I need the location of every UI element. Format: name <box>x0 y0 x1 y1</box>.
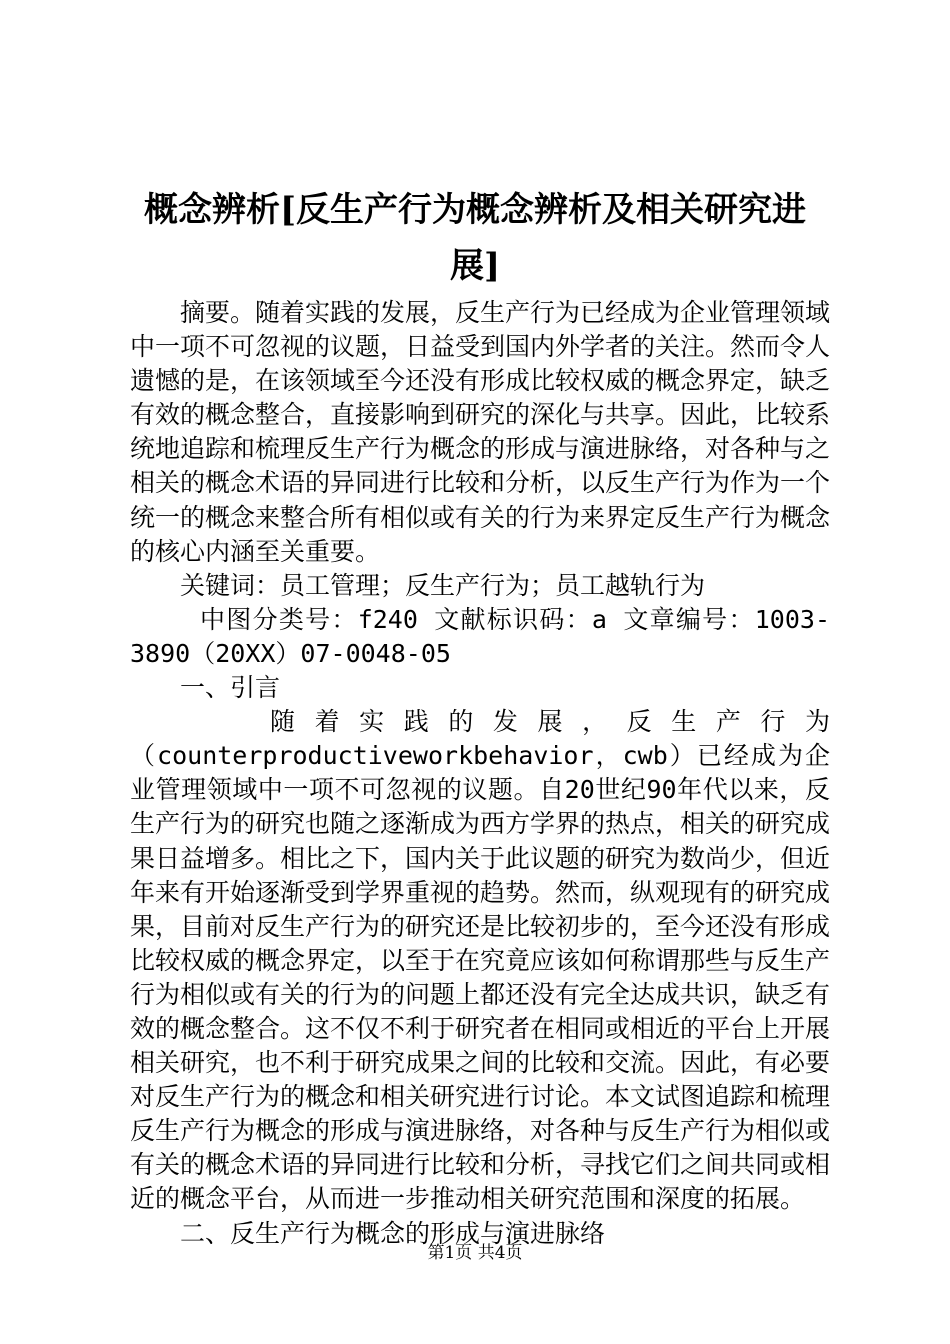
section-heading-introduction: 一、引言 <box>180 673 281 703</box>
section-heading-concept-evolution: 二、反生产行为概念的形成与演进脉络 <box>180 1218 606 1248</box>
abstract-paragraph: 摘要。随着实践的发展，反生产行为已经成为企业管理领域中一项不可忽视的议题，日益受到国内外学者的关注。然而令人遗憾的是，在该领域至今还没有形成比较权威的概念界定，缺乏有效的概念整合，直接影响到研究的深化与共享。因此，比较系统地追踪和梳理反生产行为概念的形成与演进脉络，对各种与之相关的概念术语的异同进行比较和分析，以反生产行为作为一个统一的概念来整合所有相似或有关的行为来界定反生产行为概念的核心内涵至关重要。 <box>130 298 831 566</box>
document-title: 概念辨析[反生产行为概念辨析及相关研究进展] <box>143 190 807 286</box>
classification-line: 中图分类号：f240 文献标识码：a 文章编号：1003-3890（20XX）07-0048-05 <box>130 604 830 668</box>
page-footer: 第1页 共4页 <box>427 1243 523 1263</box>
document-body <box>130 296 830 1251</box>
keywords-line: 关键词：员工管理；反生产行为；员工越轨行为 <box>180 570 706 600</box>
introduction-paragraph: 随 着 实 践 的 发 展 ， 反 生 产 行 为（counterproductiveworkbehavior，cwb）已经成为企业管理领域中一项不可忽视的议题。自20世纪90年代以来，反生产行为的研究也随之逐渐成为西方学界的热点，相关的研究成果日益增多。相比之下，国内关于此议题的研究为数尚少，但近年来有开始逐渐受到学界重视的趋势。然而，纵观现有的研究成果，目前对反生产行为的研究还是比较初步的，至今还没有形成比较权威的概念界定，以至于在究竟应该如何称谓那些与反生产行为相似或有关的行为的问题上都还没有完全达成共识，缺乏有效的概念整合。这不仅不利于研究者在相同或相近的平台上开展相关研究，也不利于研究成果之间的比较和交流。因此，有必要对反生产行为的概念和相关研究进行讨论。本文试图追踪和梳理反生产行为概念的形成与演进脉络，对各种与反生产行为相似或有关的概念术语的异同进行比较和分析，寻找它们之间共同或相近的概念平台，从而进一步推动相关研究范围和深度的拓展。 <box>130 707 831 1214</box>
